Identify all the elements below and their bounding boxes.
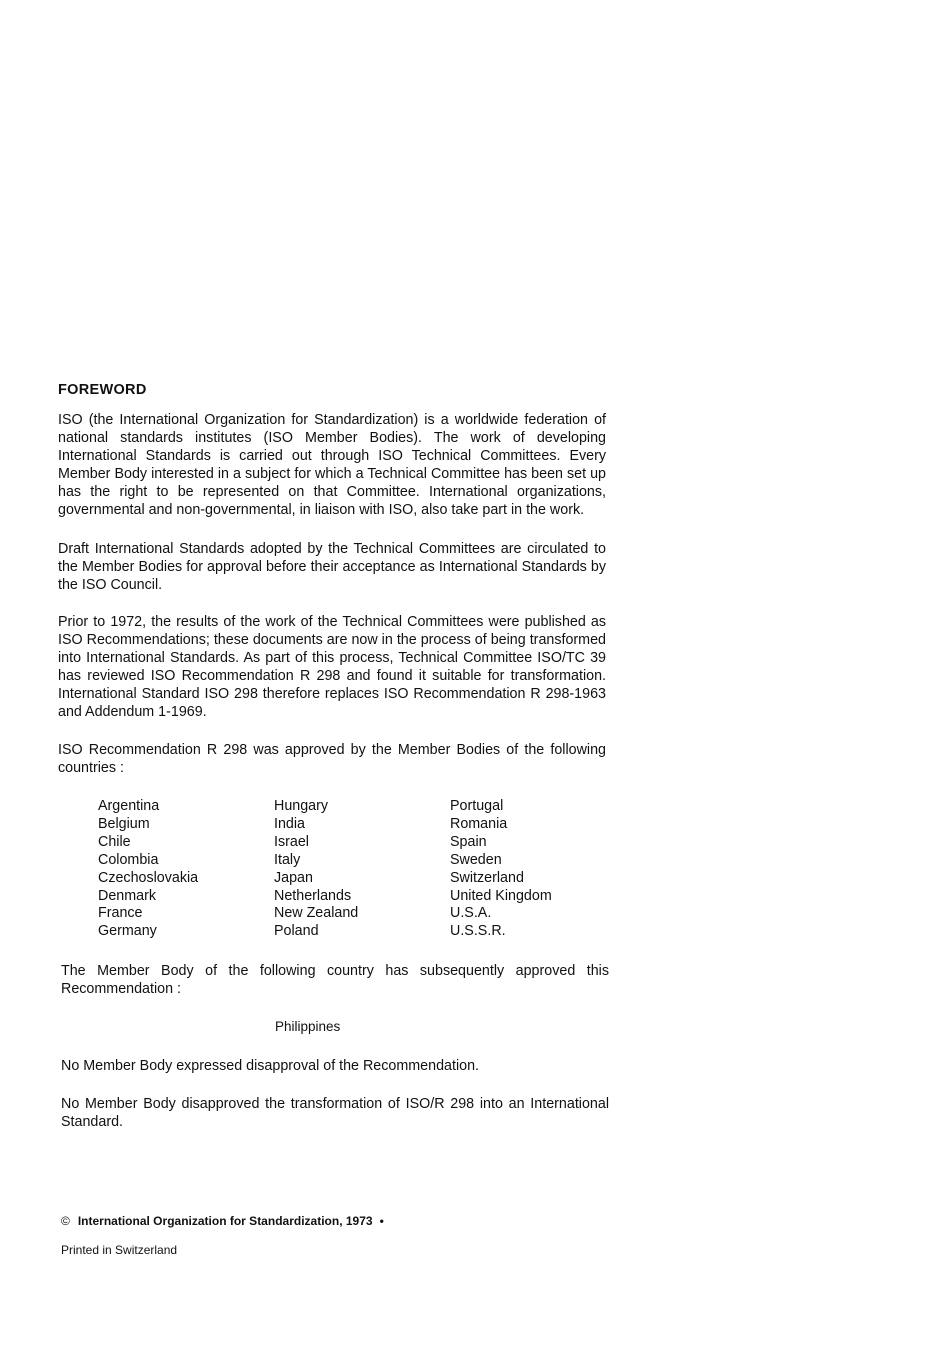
foreword-paragraph-4: ISO Recommendation R 298 was approved by the Member Bodies of the following countries :: [58, 742, 606, 777]
country-name: Denmark: [98, 887, 156, 904]
country-name: Belgium: [98, 815, 150, 832]
country-name: Germany: [98, 923, 157, 940]
country-name: India: [274, 815, 306, 832]
country-name: Spain: [450, 833, 487, 850]
country-name: U.S.A.: [450, 905, 492, 922]
copyright-icon: ©: [61, 1214, 70, 1228]
copyright-notice: [61, 1214, 384, 1228]
country-name: Sweden: [450, 851, 502, 868]
subsequent-approval-text: The Member Body of the following country has subsequently approved this Recommendation :: [61, 963, 609, 998]
foreword-paragraph-2: Draft International Standards adopted by the Technical Committees are circulated to the Member Bodies for approval before their acceptance as International Standards by the ISO Council.: [58, 541, 606, 594]
printed-in-notice: Printed in Switzerland: [61, 1243, 178, 1257]
no-disapproval-text: No Member Body expressed disapproval of the Recommendation.: [61, 1058, 480, 1074]
country-name: Switzerland: [450, 869, 524, 886]
country-name: Romania: [450, 815, 508, 832]
country-name: Japan: [274, 869, 313, 886]
country-name: Poland: [274, 923, 319, 940]
country-name: Israel: [274, 833, 309, 850]
foreword-paragraph-1: ISO (the International Organization for Standardization) is a worldwide federation of national standards institutes (ISO Member Bodies). The work of developing International Standards is carried out through ISO Technical Committees. Every Member Body interested in a subject for which a Technical Committee has been set up has the right to be represented on that Committee. International organizations, governmental and non-governmental, in liaison with ISO, also take part in the work.: [58, 412, 606, 519]
country-name: Chile: [98, 833, 131, 850]
country-name: United Kingdom: [450, 887, 552, 904]
countries-column-3: [450, 798, 552, 941]
country-name: Czechoslovakia: [98, 869, 199, 886]
country-name: Hungary: [274, 798, 329, 814]
country-name: U.S.S.R.: [450, 923, 506, 940]
subsequent-approval-country: Philippines: [275, 1019, 341, 1034]
country-name: France: [98, 905, 143, 922]
countries-column-2: [274, 798, 358, 941]
foreword-paragraph-3: Prior to 1972, the results of the work of the Technical Committees were published as ISO Recommendations; these documents are now in the process of being transformed into International Standards. As part of this process, Technical Committee ISO/TC 39 has reviewed ISO Recommendation R 298 and found it suitable for transformation. International Standard ISO 298 therefore replaces ISO Recommendation R 298-1963 and Addendum 1-1969.: [58, 614, 606, 721]
countries-column-1: [98, 798, 198, 941]
country-name: Colombia: [98, 851, 159, 868]
bullet-icon: •: [379, 1214, 384, 1228]
country-name: New Zealand: [274, 905, 359, 922]
copyright-text: International Organization for Standardization, 1973: [77, 1214, 373, 1228]
no-transformation-disapproval-text: No Member Body disapproved the transformation of ISO/R 298 into an International Standard.: [61, 1096, 609, 1131]
country-name: Portugal: [450, 798, 504, 814]
country-name: Argentina: [98, 798, 160, 814]
country-name: Netherlands: [274, 887, 352, 904]
country-name: Italy: [274, 851, 301, 868]
foreword-heading: FOREWORD: [58, 382, 147, 398]
